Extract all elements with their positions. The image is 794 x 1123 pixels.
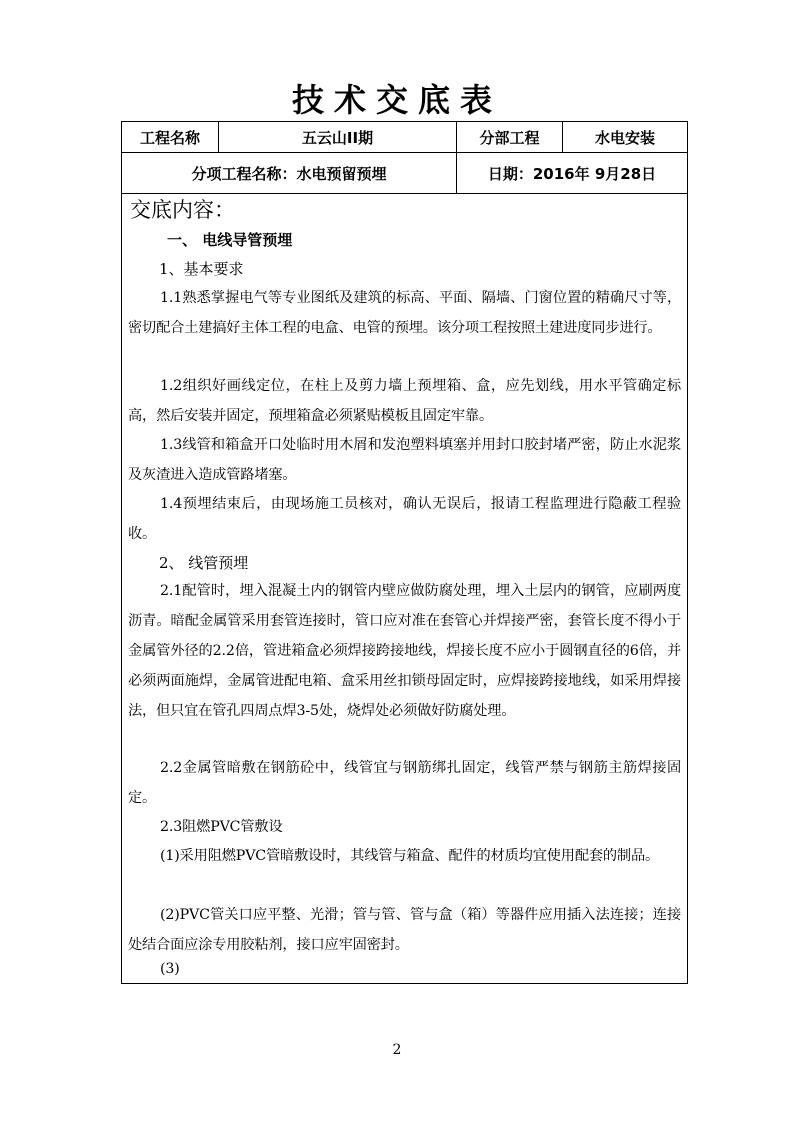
subsection-heading: 1、基本要求 [159,260,244,278]
document-title: 技术交底表 [291,81,502,119]
content-box [121,193,688,984]
date: 日期：2016年 9月28日 [457,153,688,194]
paragraph: 1.1熟悉掌握电气等专业图纸及建筑的标高、平面、隔墙、门窗位置的精确尺寸等，密切配合土建搞好主体工程的电盒、电管的预埋。该分项工程按照土建进度同步进行。 [128,290,681,336]
paragraph: 1.4预埋结束后，由现场施工员核对，确认无误后，报请工程监理进行隐蔽工程验收。 [128,496,681,542]
paragraph: 1.3线管和箱盒开口处临时用木屑和发泡塑料填塞并用封口胶封堵严密，防止水泥浆及灰渣进入造成管路堵塞。 [128,437,681,483]
paragraph: 2.1配管时，埋入混凝土内的钢管内壁应做防腐处理，埋入土层内的钢管，应刷两度沥青。暗配金属管采用套管连接时，管口应对准在套管心并焊接严密，套管长度不得小于金属管外径的2.2倍，管进箱盒必须焊接跨接地线，焊接长度不应小于圆钢直径的6倍，并必须两面施焊，金属管进配电箱、盒采用丝扣锁母固定时，应焊接跨接地线，如采用焊接法，但只宜在管孔四周点焊3-5处，烧焊处必须做好防腐处理。 [128,583,681,719]
paragraph: (3) [160,961,180,977]
division-value: 水电安装 [563,122,688,153]
paragraph: 2.2金属管暗敷在钢筋砼中，线管宜与钢筋绑扎固定，线管严禁与钢筋主筋焊接固定。 [128,760,681,806]
project-name-value: 五云山II期 [219,122,457,153]
section-heading: 一、 电线导管预埋 [167,231,293,249]
division-label: 分部工程 [457,122,563,153]
paragraph: 2.3阻燃PVC管敷设 [160,819,283,835]
content-heading: 交底内容： [130,198,235,222]
sub-item-name: 分项工程名称：水电预留预埋 [122,153,457,194]
paragraph: (1)采用阻燃PVC管暗敷设时，其线管与箱盒、配件的材质均宜使用配套的制品。 [160,848,660,864]
paragraph: 1.2组织好画线定位，在柱上及剪力墙上预埋箱、盒，应先划线，用水平管确定标高，然后安装并固定，预埋箱盒必须紧贴模板且固定牢靠。 [128,378,681,424]
subsection-heading: 2、 线管预埋 [159,554,249,572]
header-table [121,121,688,194]
page-number: 2 [392,1042,402,1058]
paragraph: (2)PVC管关口应平整、光滑；管与管、管与盒（箱）等器件应用插入法连接；连接处结合面应涂专用胶粘剂，接口应牢固密封。 [128,907,681,953]
project-name-label: 工程名称 [122,122,219,153]
